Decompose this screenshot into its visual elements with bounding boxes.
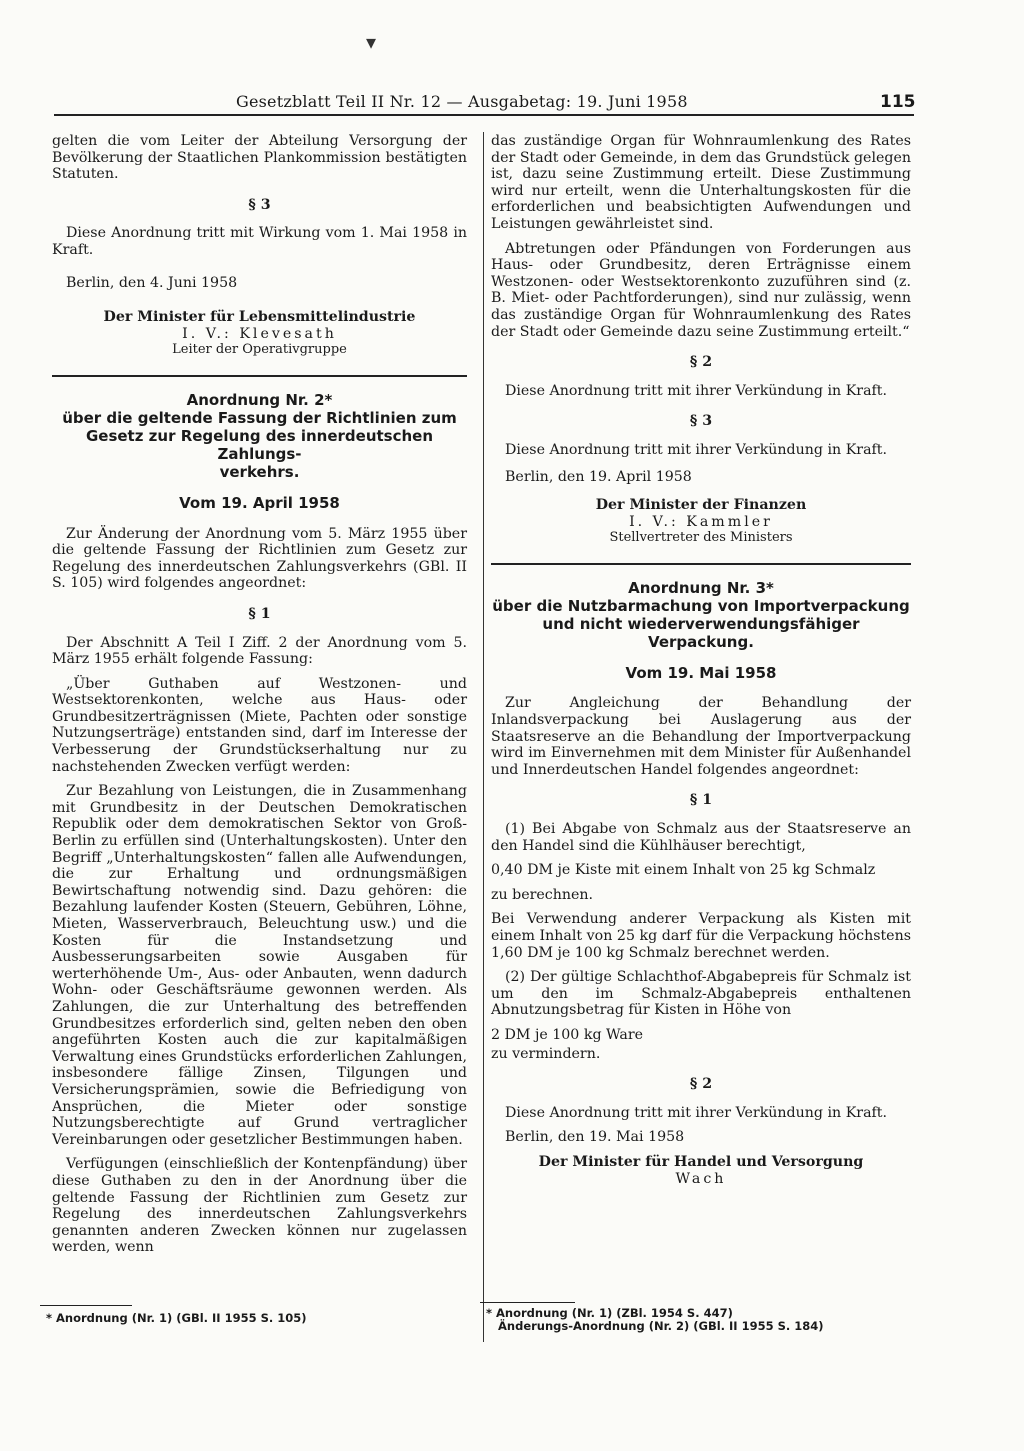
- signature-role: Leiter der Operativgruppe: [172, 342, 347, 358]
- signature-minister: Der Minister der Finanzen: [595, 497, 807, 514]
- ordinance-title-line: verkehrs.: [219, 462, 300, 481]
- place-date: Berlin, den 19. Mai 1958: [505, 1129, 685, 1146]
- section-heading: § 1: [689, 792, 713, 809]
- footnote-rule: [40, 1305, 132, 1306]
- quoted-paragraph: Verfügungen (einschließlich der Kontenpfändung) über diese Guthaben zu den in der Anordnung über die geltende Fassung der Richtlinien zum Gesetz zur Regelung des innerdeutschen Zahlungsverkehrs genannten anderen Zwecken können nur zugelassen werden, wenn: [52, 1156, 467, 1256]
- carry-over-text: gelten die vom Leiter der Abteilung Versorgung der Bevölkerung der Staatlichen Plankommission bestätigten Statuten.: [52, 133, 467, 183]
- section-heading: § 3: [689, 413, 713, 430]
- ordinance-title-line: über die Nutzbarmachung von Importverpackung: [492, 596, 910, 615]
- footnote: [486, 1307, 906, 1333]
- place-date: Berlin, den 19. April 1958: [505, 468, 692, 485]
- paragraph: zu berechnen.: [491, 886, 594, 903]
- place-date: Berlin, den 4. Juni 1958: [66, 274, 238, 291]
- ordinance-title-line: und nicht wiederverwendungsfähiger Verpackung.: [542, 614, 860, 651]
- quoted-paragraph: „Über Guthaben auf Westzonen- und Westsektorenkonten, welche aus Haus- oder Grundbesitzerträgnissen (Miete, Pachten oder sonstige Nutzungserträge) entstanden sind, darf im Interesse der Verbesserung der Grundstückserhaltung nur zu nachstehenden Zwecken verfügt werden:: [52, 675, 467, 775]
- section-divider: [491, 563, 911, 565]
- paragraph: Diese Anordnung tritt mit ihrer Verkündung in Kraft.: [505, 1104, 887, 1121]
- quoted-paragraph: Zur Bezahlung von Leistungen, die in Zusammenhang mit Grundbesitz in der Deutschen Demokratischen Republik oder dem demokratischen Sektor von Groß-Berlin zu erfüllen sind (Unterhaltungskosten). Unter den Begriff „Unterhaltungskosten“ fallen alle Aufwendungen, die zur Erhaltung und ordnungsmäßigen Bewirtschaftung notwendig sind. Dazu gehören: die Bezahlung laufender Kosten (Steuern, Gebühren, Löhne, Mieten, Wasserverbrauch, Beleuchtung usw.) und die Kosten für die Instandsetzung und Ausbesserungsarbeiten sowie Ausgaben für werterhöhende Um-, Aus- oder Anbauten, wenn dadurch Wohn- oder Geschäftsräume gewonnen werden. Als Zahlungen, die zur Unterhaltung des betreffenden Grundbesitzes erforderlich sind, gelten neben den oben angeführten Kosten auch die zur kapitalmäßigen Verwaltung eines Grundstücks erforderlichen Zahlungen, insbesondere fällige Zinsen, Tilgungen und Versicherungsprämien, sowie die Befriedigung von Ansprüchen, die Mieter oder sonstige Nutzungsberechtigte auf Grund vertraglicher Vereinbarungen oder gesetzlicher Bestimmungen haben.: [52, 783, 467, 1148]
- ordinance-date: Vom 19. Mai 1958: [625, 663, 777, 682]
- ordinance-title-line: Anordnung Nr. 2*: [186, 390, 333, 409]
- signature-minister: Der Minister für Handel und Versorgung: [538, 1153, 864, 1170]
- page-number: 115: [880, 92, 916, 112]
- paragraph: Der Abschnitt A Teil I Ziff. 2 der Anordnung vom 5. März 1955 erhält folgende Fassung:: [52, 634, 467, 668]
- ordinance-date: Vom 19. April 1958: [179, 493, 340, 512]
- paragraph: Zur Angleichung der Behandlung der Inlandsverpackung bei Auslagerung aus der Staatsreserve an die Behandlung der Importverpackung wird im Einvernehmen mit dem Minister für Außenhandel und Innerdeutschen Handel folgendes angeordnet:: [491, 695, 911, 778]
- ordinance-title-line: Gesetz zur Regelung des innerdeutschen Zahlungs-: [85, 426, 434, 463]
- signature-name: Wach: [675, 1170, 727, 1187]
- paragraph: (1) Bei Abgabe von Schmalz aus der Staatsreserve an den Handel sind die Kühlhäuser berechtigt,: [491, 821, 911, 854]
- paragraph: 2 DM je 100 kg Ware: [491, 1026, 644, 1043]
- section-divider: [52, 375, 467, 377]
- ordinance-title-line: über die geltende Fassung der Richtlinien zum: [62, 408, 457, 427]
- footnote-line: Änderungs-Anordnung (Nr. 2) (GBl. II 1955 S. 184): [498, 1319, 824, 1333]
- footnote: * Anordnung (Nr. 1) (GBl. II 1955 S. 105): [46, 1311, 307, 1325]
- section-heading: § 1: [248, 605, 271, 622]
- right-column: [491, 133, 911, 1187]
- left-column: [52, 133, 467, 1264]
- signature-name: I. V.: Kammler: [629, 513, 773, 530]
- section-heading: § 2: [689, 1076, 713, 1093]
- section-heading: § 3: [248, 196, 271, 213]
- paragraph: Diese Anordnung tritt mit ihrer Verkündung in Kraft.: [505, 382, 887, 399]
- footnote-rule: [480, 1302, 575, 1303]
- running-title: Gesetzblatt Teil II Nr. 12 — Ausgabetag: 19. Juni 1958: [236, 92, 688, 111]
- signature-name: I. V.: Klevesath: [182, 325, 337, 342]
- paragraph: Zur Änderung der Anordnung vom 5. März 1955 über die geltende Fassung der Richtlinien zum Gesetz zur Regelung des innerdeutschen Zahlungsverkehrs (GBl. II S. 105) wird folgendes angeordnet:: [52, 525, 467, 592]
- signature-minister: Der Minister für Lebensmittelindustrie: [103, 309, 416, 326]
- paragraph: Diese Anordnung tritt mit Wirkung vom 1. Mai 1958 in Kraft.: [52, 225, 467, 258]
- header-rule: [54, 114, 914, 116]
- ordinance-title-line: Anordnung Nr. 3*: [628, 578, 774, 597]
- paragraph: zu vermindern.: [491, 1045, 601, 1062]
- section-heading: § 2: [689, 354, 713, 371]
- footnote-line: * Anordnung (Nr. 1) (ZBl. 1954 S. 447): [486, 1306, 733, 1320]
- scan-mark-top: ▾: [366, 30, 377, 54]
- paragraph: Abtretungen oder Pfändungen von Forderungen aus Haus- oder Grundbesitz, deren Erträgnisse einem Westzonen- oder Westsektorenkonto zuzuführen sind (z. B. Miet- oder Pachtforderungen), sind nur zulässig, wenn das zuständige Organ für Wohnraumlenkung des Rates der Stadt oder Gemeinde dazu seine Zustimmung erteilt.“: [491, 240, 911, 340]
- paragraph: 0,40 DM je Kiste mit einem Inhalt von 25 kg Schmalz: [491, 862, 876, 879]
- paragraph: Bei Verwendung anderer Verpackung als Kisten mit einem Inhalt von 25 kg darf für die Verpackung höchstens 1,60 DM je 100 kg Schmalz berechnet werden.: [491, 911, 911, 961]
- paragraph: (2) Der gültige Schlachthof-Abgabepreis für Schmalz ist um den im Schmalz-Abgabepreis enthaltenen Abnutzungsbetrag für Kisten in Höhe von: [491, 969, 911, 1019]
- paragraph: Diese Anordnung tritt mit ihrer Verkündung in Kraft.: [505, 441, 887, 458]
- column-divider: [483, 132, 484, 1342]
- carry-over-text: das zuständige Organ für Wohnraumlenkung des Rates der Stadt oder Gemeinde, in dem das Grundstück gelegen ist, dazu seine Zustimmung erteilt. Diese Zustimmung wird nur erteilt, wenn die Unterhaltungskosten für die erforderlichen und beabsichtigten Aufwendungen und Leistungen gewährleistet sind.: [491, 133, 911, 232]
- signature-role: Stellvertreter des Ministers: [609, 530, 793, 546]
